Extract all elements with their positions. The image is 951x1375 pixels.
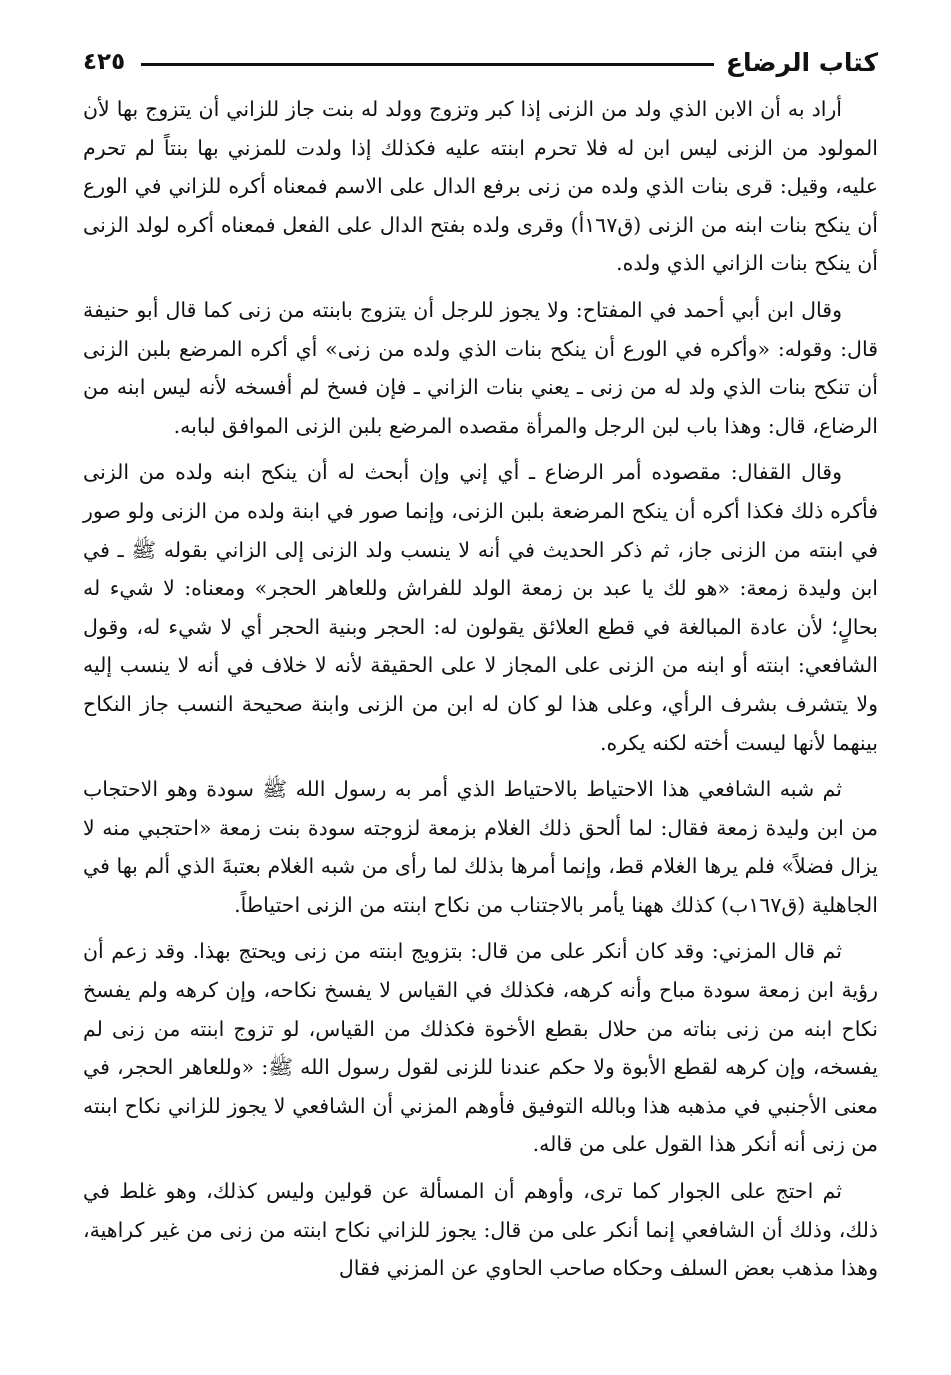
chapter-title: كتاب الرضاع (725, 47, 878, 77)
paragraph: ثم قال المزني: وقد كان أنكر على من قال: بتزويج ابنته من زنى ويحتج بهذا. وقد زعم أن رؤية ابن زمعة سودة مباح وأنه كرهه، فكذلك في القياس لا يفسخ نكاحه، وإن كرهه ولم يفسخ نكاح ابنه من زنى بناته من حلال بقطع الأخوة فكذلك من القياس، لو تزوج ابنته من زنى لم يفسخه، وإن كرهه لقطع الأبوة ولا حكم عندنا للزنى لقول رسول الله ﷺ: «وللعاهر الحجر، في معنى الأجنبي في مذهبه هذا وبالله التوفيق فأوهم المزني أن الشافعي لا يجوز للزاني نكاح ابنته من زنى أنه أنكر هذا القول على من قاله. (83, 939, 878, 1157)
paragraph: ثم احتج على الجوار كما ترى، وأوهم أن المسألة عن قولين وليس كذلك، وهو غلط في ذلك، وذلك أن الشافعي إنما أنكر على من قال: يجوز للزاني نكاح ابنته من زنى من غير كراهية، وهذا مذهب بعض السلف وحكاه صاحب الحاوي عن المزني فقال (83, 1179, 878, 1281)
paragraph: وقال ابن أبي أحمد في المفتاح: ولا يجوز للرجل أن يتزوج بابنته من زنى كما قال أبو حنيفة قال: وقوله: «وأكره في الورع أن ينكح بنات الذي ولده من زنى» أي أكره المرضع بلبن الزنى أن تنكح بنات الذي ولد له من زنى ـ يعني بنات الزاني ـ فإن فسخ لم أفسخه لأنه ليس ابنه من الرضاع، قال: وهذا باب لبن الرجل والمرأة مقصده المرضع بلبن الزنى الموافق لبابه. (83, 297, 878, 438)
paragraph: وقال القفال: مقصوده أمر الرضاع ـ أي إني وإن أبحث له أن ينكح ابنه ولده من الزنى فأكره ذلك فكذا أكره أن ينكح المرضعة بلبن الزنى، وإنما صور في ابنة ولده من الزنى ولو صور في ابنته من الزنى جاز، ثم ذكر الحديث في أنه لا ينسب ولد الزنى إلى الزاني بقوله ﷺ ـ في ابن وليدة زمعة: «هو لك يا عبد بن زمعة الولد للفراش وللعاهر الحجر» ومعناه: لا شيء له بحالٍ؛ لأن عادة المبالغة في قطع العلائق يقولون له: الحجر وبنية الحجر أي لا شيء له، وقول الشافعي: ابنته أو ابنه من الزنى على المجاز لا على الحقيقة لأنه لا خلاف في أنه لا ينسب إليه ولا يتشرف بشرف الرأي، وعلى هذا لو كان له ابن من الزنى وابنة صحيحة النسب جاز النكاح بينهما لأنها ليست أخته لكنه يكره. (83, 460, 878, 755)
paragraph: ثم شبه الشافعي هذا الاحتياط بالاحتياط الذي أمر به رسول الله ﷺ سودة وهو الاحتجاب من ابن وليدة زمعة فقال: لما ألحق ذلك الغلام بزمعة لزوجته سودة بنت زمعة «احتجبي منه لا يزال فضلاً» فلم يرها الغلام قط، وإنما أمرها بذلك لما رأى من شبه الغلام بعتبةَ الذي ألم بها في الجاهلية (ق١٦٧ب) كذلك ههنا يأمر بالاجتناب من نكاح ابنته من الزنى احتياطاً. (83, 777, 878, 917)
page-number: ٤٢٥ (83, 49, 126, 75)
page-header (83, 40, 878, 84)
book-page (83, 40, 878, 1360)
paragraph: أراد به أن الابن الذي ولد من الزنى إذا كبر وتزوج وولد له بنت جاز للزاني أن يتزوج بها لأن المولود من الزنى ليس ابن له فلا تحرم ابنته عليه فكذلك إذا ولدت للمزني بها بنتاً لم تحرم عليه، وقيل: قرى بنات الذي ولده من زنى برفع الدال على الاسم فمعناه أكره للزاني في الورع أن ينكح بنات ابنه من الزنى (ق١٦٧أ) وقرى ولده بفتح الدال على الفعل فمعناه أكره لولد الزنى أن ينكح بنات الزاني الذي ولده. (83, 97, 878, 276)
header-rule (141, 63, 714, 66)
body-text (83, 90, 878, 1288)
